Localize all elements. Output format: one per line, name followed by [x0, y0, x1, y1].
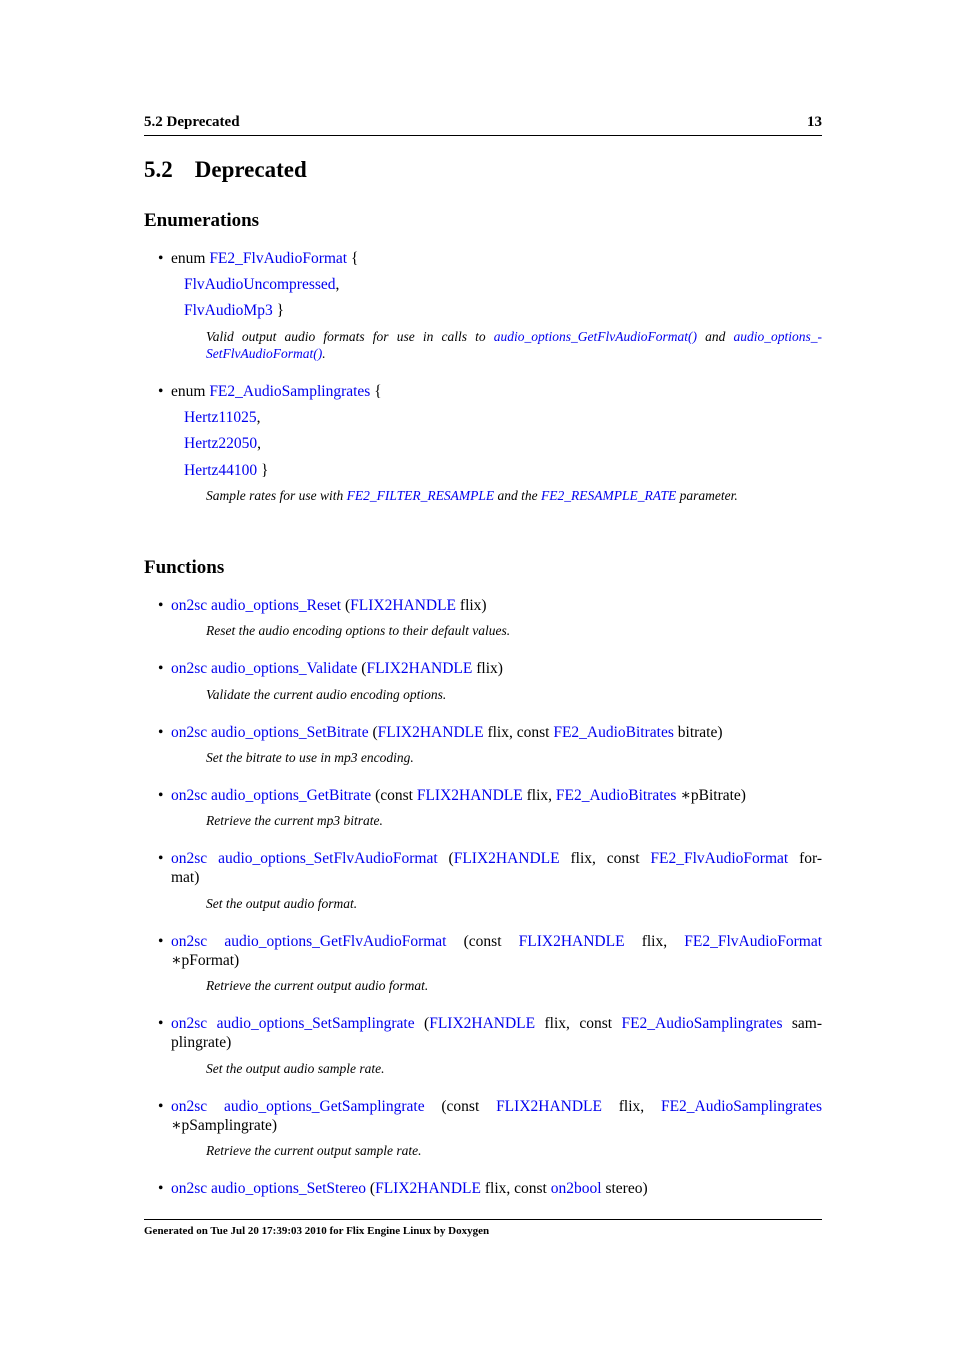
enum-name-link[interactable]: FE2_FlvAudioFormat: [209, 250, 348, 267]
function-item-continuation: [171, 868, 822, 887]
separator: ,: [335, 276, 340, 293]
enum-value-link[interactable]: Hertz11025: [184, 409, 257, 426]
function-item-set-stereo: [158, 1179, 822, 1198]
enum-value-link[interactable]: FlvAudioUncompressed: [184, 276, 336, 293]
param-type-link[interactable]: FE2_AudioBitrates: [555, 787, 677, 804]
param-text: ∗pSamplingrate): [171, 1117, 278, 1134]
paren: (: [424, 1015, 430, 1032]
function-item-get-bitrate: [158, 786, 822, 805]
param-type-link[interactable]: FLIX2HANDLE: [518, 933, 625, 950]
param-type-link[interactable]: on2bool: [550, 1180, 602, 1197]
function-item-continuation: [171, 951, 822, 970]
bullet: •: [158, 787, 164, 804]
section-number: 5.2: [144, 157, 173, 182]
function-item-set-samplingrate: [158, 1014, 823, 1033]
function-item-set-bitrate: [158, 723, 822, 742]
function-description: Set the output audio format.: [206, 896, 358, 911]
bullet: •: [158, 1180, 164, 1197]
function-item-reset: [158, 596, 822, 615]
param-text: stereo): [605, 1180, 648, 1197]
param-type-link[interactable]: FE2_FlvAudioFormat: [650, 850, 789, 867]
param-type-link[interactable]: FE2_FlvAudioFormat: [684, 933, 823, 950]
function-name-link[interactable]: audio_options_SetBitrate: [211, 724, 369, 741]
enum-value-line: [184, 461, 269, 480]
param-type-link[interactable]: FLIX2HANDLE: [366, 660, 473, 677]
enum-value-link[interactable]: FlvAudioMp3: [184, 302, 273, 319]
return-type-link[interactable]: on2sc: [171, 1098, 208, 1115]
bullet: •: [158, 383, 164, 400]
param-text: flix,: [526, 787, 553, 804]
function-description: Validate the current audio encoding options.: [206, 687, 447, 702]
enum-value-line: [184, 301, 284, 320]
function-item-get-flv-audio-format: [158, 932, 823, 951]
paren: (const: [463, 933, 502, 950]
function-description: Set the output audio sample rate.: [206, 1061, 385, 1076]
enum-item-audio-samplingrates: [158, 382, 822, 401]
param-type-link[interactable]: FLIX2HANDLE: [416, 787, 523, 804]
enum-keyword: enum: [171, 250, 206, 267]
param-type-link[interactable]: FE2_AudioSamplingrates: [660, 1098, 822, 1115]
param-text: flix): [476, 660, 503, 677]
param-type-link[interactable]: FLIX2HANDLE: [429, 1015, 536, 1032]
param-text: sam-: [791, 1015, 823, 1032]
function-description: Reset the audio encoding options to their default values.: [206, 623, 511, 638]
enum-item-flv-audio-format: [158, 249, 822, 268]
document-page: [144, 0, 822, 1350]
function-description: Retrieve the current output audio format.: [206, 978, 429, 993]
paren: (: [448, 850, 454, 867]
function-item-get-samplingrate: [158, 1097, 822, 1116]
enum-value-line: [184, 434, 261, 453]
param-type-link[interactable]: FLIX2HANDLE: [496, 1098, 602, 1115]
description-text: and the: [497, 488, 538, 503]
bullet: •: [158, 597, 164, 614]
description-link[interactable]: audio_options_GetFlvAudioFormat(): [493, 329, 697, 344]
description-text: and: [705, 329, 726, 344]
description-link[interactable]: audio_options_-: [733, 329, 823, 344]
enum-description-line: [206, 345, 822, 362]
enumerations-heading: Enumerations: [144, 210, 260, 231]
header-page-number: 13: [807, 114, 822, 130]
param-text: ∗pFormat): [171, 952, 240, 969]
bullet: •: [158, 250, 164, 267]
return-type-link[interactable]: on2sc: [171, 787, 208, 804]
return-type-link[interactable]: on2sc: [171, 597, 208, 614]
description-text: parameter.: [679, 488, 738, 503]
function-description: Retrieve the current output sample rate.: [206, 1143, 422, 1158]
param-type-link[interactable]: FLIX2HANDLE: [377, 724, 484, 741]
paren: (const: [375, 787, 413, 804]
function-description: Retrieve the current mp3 bitrate.: [206, 813, 383, 828]
enum-description-line: [206, 487, 822, 504]
enum-close-brace: }: [276, 302, 285, 319]
return-type-link[interactable]: on2sc: [171, 724, 208, 741]
bullet: •: [158, 1015, 164, 1032]
return-type-link[interactable]: on2sc: [171, 1180, 208, 1197]
bullet: •: [158, 1098, 164, 1115]
enum-description-line: [206, 328, 822, 345]
bullet: •: [158, 933, 164, 950]
paren: (const: [441, 1098, 480, 1115]
running-header: [144, 113, 822, 136]
bullet: •: [158, 850, 164, 867]
page-footer: Generated on Tue Jul 20 17:39:03 2010 for Flix Engine Linux by Doxygen: [144, 1219, 822, 1237]
param-text: flix, const: [487, 724, 550, 741]
function-name-link[interactable]: audio_options_GetSamplingrate: [223, 1098, 425, 1115]
param-text: bitrate): [677, 724, 723, 741]
param-text: mat): [171, 869, 200, 886]
bullet: •: [158, 724, 164, 741]
function-name-link[interactable]: audio_options_Validate: [211, 660, 358, 677]
function-item-validate: [158, 659, 822, 678]
param-text: flix): [459, 597, 487, 614]
function-name-link[interactable]: audio_options_SetSamplingrate: [216, 1015, 415, 1032]
enum-keyword: enum: [171, 383, 206, 400]
param-text: for-: [799, 850, 823, 867]
enum-open-brace: {: [374, 383, 382, 400]
param-text: flix, const: [544, 1015, 613, 1032]
param-text: flix,: [618, 1098, 645, 1115]
function-item-continuation: [171, 1116, 822, 1135]
section-title-text: Deprecated: [194, 157, 307, 182]
description-link[interactable]: FE2_FILTER_RESAMPLE: [346, 488, 495, 503]
function-item-set-flv-audio-format: [158, 849, 823, 868]
description-text: .: [322, 346, 326, 361]
separator: ,: [257, 435, 262, 452]
param-text: flix, const: [570, 850, 640, 867]
enum-value-line: [184, 275, 339, 294]
enum-name-link[interactable]: FE2_AudioSamplingrates: [209, 383, 371, 400]
param-type-link[interactable]: FLIX2HANDLE: [375, 1180, 481, 1197]
function-name-link[interactable]: audio_options_GetFlvAudioFormat: [224, 933, 447, 950]
param-type-link[interactable]: FLIX2HANDLE: [350, 597, 457, 614]
return-type-link[interactable]: on2sc: [171, 1015, 208, 1032]
enum-value-link[interactable]: Hertz44100: [184, 462, 258, 479]
function-item-continuation: [171, 1033, 822, 1052]
return-type-link[interactable]: on2sc: [171, 850, 208, 867]
function-name-link[interactable]: audio_options_SetStereo: [211, 1180, 367, 1197]
description-link[interactable]: FE2_RESAMPLE_RATE: [540, 488, 677, 503]
function-name-link[interactable]: audio_options_GetBitrate: [211, 787, 372, 804]
section-title: [144, 157, 307, 183]
function-name-link[interactable]: audio_options_SetFlvAudioFormat: [218, 850, 438, 867]
paren: (: [361, 660, 367, 677]
param-type-link[interactable]: FE2_AudioSamplingrates: [621, 1015, 783, 1032]
enum-open-brace: {: [350, 250, 359, 267]
paren: (: [344, 597, 351, 614]
header-section: 5.2 Deprecated: [144, 114, 240, 130]
return-type-link[interactable]: on2sc: [171, 660, 208, 677]
param-text: flix, const: [484, 1180, 547, 1197]
function-name-link[interactable]: audio_options_Reset: [211, 597, 342, 614]
paren: (: [372, 724, 378, 741]
return-type-link[interactable]: on2sc: [171, 933, 208, 950]
param-type-link[interactable]: FLIX2HANDLE: [453, 850, 560, 867]
param-text: plingrate): [171, 1034, 232, 1051]
enum-value-link[interactable]: Hertz22050: [184, 435, 258, 452]
param-type-link[interactable]: FE2_AudioBitrates: [553, 724, 674, 741]
param-text: flix,: [641, 933, 668, 950]
bullet: •: [158, 660, 164, 677]
description-text: Valid output audio formats for use in calls to: [206, 329, 486, 344]
enum-close-brace: }: [261, 462, 269, 479]
separator: ,: [256, 409, 261, 426]
paren: (: [369, 1180, 376, 1197]
description-text: Sample rates for use with: [206, 488, 344, 503]
param-text: ∗pBitrate): [680, 787, 746, 804]
function-description: Set the bitrate to use in mp3 encoding.: [206, 750, 414, 765]
functions-heading: Functions: [144, 557, 225, 578]
description-link[interactable]: SetFlvAudioFormat(): [206, 346, 323, 361]
enum-value-line: [184, 408, 260, 427]
